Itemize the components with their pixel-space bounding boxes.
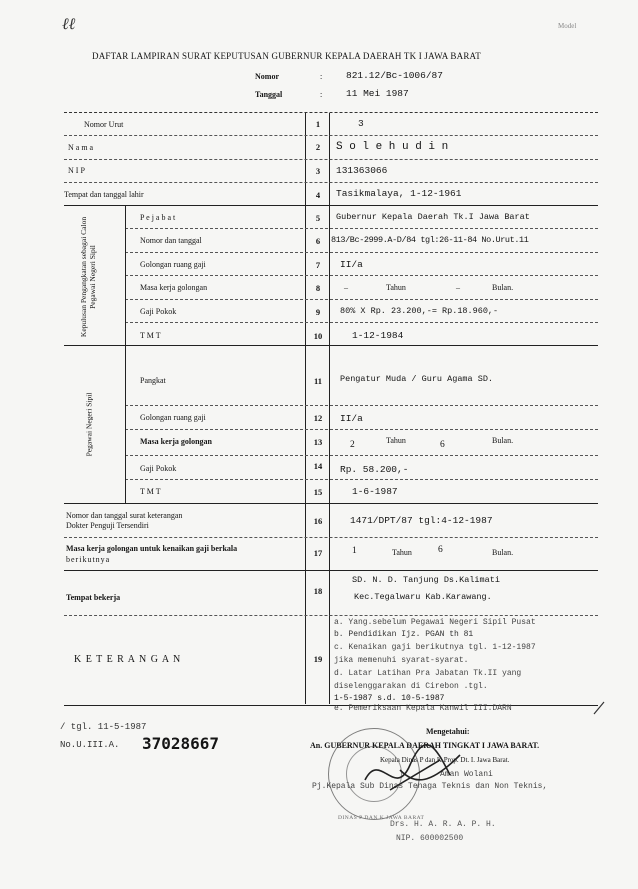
top-mark: Model [558, 22, 577, 30]
row-value: 1-6-1987 [352, 486, 398, 497]
note-a: a. Yang.sebelum Pegawai Negeri Sipil Pusat [334, 618, 536, 627]
row-value: Gubernur Kepala Daerah Tk.I Jawa Barat [336, 212, 530, 222]
row-label: N a m a [68, 143, 94, 152]
row-number: 17 [313, 548, 323, 558]
handwritten-slash [592, 700, 606, 716]
note-b: b. Pendidikan Ijz. PGAN th 81 [334, 630, 474, 639]
row-number: 6 [315, 236, 321, 246]
handwritten-mark: ℓℓ [62, 16, 76, 33]
row-number: 8 [315, 283, 321, 293]
signatory-title-3: Aman Wolani [440, 770, 493, 779]
signatory-nip: NIP. 600002500 [396, 834, 464, 843]
nomor-label: Nomor [255, 72, 279, 81]
masa-kerja-tahun-value: _ [344, 281, 348, 290]
note-c-2: jika memenuhi syarat-syarat. [334, 656, 469, 665]
note-d-2: diselenggarakan di Cirebon .tgl. [334, 682, 488, 691]
row-label: Masa kerja golongan [140, 283, 208, 292]
mengetahui-label: Mengetahui: [426, 727, 470, 736]
signatory-name: Drs. H. A. R. A. P. H. [390, 820, 496, 829]
row-label: Tempat dan tanggal lahir [64, 190, 144, 199]
row-number: 19 [313, 654, 323, 664]
signatory-title-4: Pj.Kepala Sub Dinas Tenaga Teknis dan Non Teknis, [312, 782, 548, 791]
masa-kerja-bulan-label: Bulan. [492, 548, 514, 557]
masa-kerja-bulan-value: 6 [438, 545, 443, 555]
row-value: 1471/DPT/87 tgl:4-12-1987 [350, 515, 493, 526]
masa-kerja-tahun-label: Tahun [386, 436, 406, 445]
bottom-left-number: No.U.III.A. [60, 740, 120, 750]
row-value: S o l e h u d i n [336, 141, 449, 153]
tanggal-label: Tanggal [255, 90, 283, 99]
note-d-3: 1-5-1987 s.d. 10-5-1987 [334, 694, 445, 703]
row-number: 1 [315, 119, 321, 129]
row-label: Gaji Pokok [140, 307, 177, 316]
row-value: 80% X Rp. 23.200,-= Rp.18.960,- [340, 306, 499, 316]
row-label: T M T [140, 487, 161, 496]
nomor-value: 821.12/Bc-1006/87 [346, 70, 443, 81]
row-label: Golongan ruang gaji [140, 413, 206, 422]
masa-kerja-bulan-label: Bulan. [492, 283, 514, 292]
row-number: 12 [313, 413, 323, 423]
row-number: 13 [313, 437, 323, 447]
row-number: 10 [313, 331, 323, 341]
row-number: 18 [313, 586, 323, 596]
stamp-text: DINAS P DAN K JAWA BARAT [338, 815, 425, 821]
note-c: c. Kenaikan gaji berikutnya tgl. 1-12-1987 [334, 643, 536, 652]
pns-section-divider [125, 345, 126, 503]
masa-kerja-tahun-label: Tahun [392, 548, 412, 557]
masa-kerja-bulan-label: Bulan. [492, 436, 514, 445]
row-label: Gaji Pokok [140, 464, 177, 473]
row-value: Pengatur Muda / Guru Agama SD. [340, 374, 494, 384]
row-label: Masa kerja golongan untuk kenaikan gaji berkala [66, 544, 238, 553]
document-title: DAFTAR LAMPIRAN SURAT KEPUTUSAN GUBERNUR KEPALA DAERAH TK I JAWA BARAT [92, 51, 481, 61]
masa-kerja-tahun-value: 2 [350, 440, 355, 450]
row-value-2: Kec.Tegalwaru Kab.Karawang. [354, 592, 492, 602]
row-label: Masa kerja golongan [140, 437, 212, 446]
note-e: e. Pemeriksaan Kepala Kanwil III.DARN [334, 704, 512, 713]
row-number: 4 [315, 190, 321, 200]
section-label-pns: Pegawai Negeri Sipil [84, 392, 94, 457]
masa-kerja-bulan-value: _ [456, 281, 460, 290]
tanggal-value: 11 Mei 1987 [346, 88, 409, 99]
row-value: 3 [358, 118, 364, 129]
nomor-colon: : [320, 72, 323, 81]
tanggal-colon: : [320, 90, 323, 99]
row-number: 2 [315, 142, 321, 152]
row-number: 9 [315, 307, 321, 317]
serial-number: 37028667 [142, 734, 220, 753]
signatory-title-2: Kepala Dinas P dan K Prop. Dt. I. Jawa Barat. [380, 756, 510, 764]
row-value: 131363066 [336, 165, 388, 176]
row-number: 3 [315, 166, 321, 176]
row-value: II/a [340, 413, 363, 424]
row-value: Tasikmalaya, 1-12-1961 [336, 188, 462, 199]
row-value: Rp. 58.200,- [340, 464, 409, 475]
row-number: 11 [313, 376, 323, 386]
row-label: Tempat bekerja [66, 593, 121, 602]
note-d: d. Latar Latihan Pra Jabatan Tk.II yang [334, 669, 522, 678]
row-value: 1-12-1984 [352, 330, 404, 341]
row-label: T M T [140, 331, 161, 340]
row-label-2: Dokter Penguji Tersendiri [66, 521, 149, 530]
row-number: 16 [313, 516, 323, 526]
row-label: Nomor Urut [84, 120, 124, 129]
row-label: K E T E R A N G A N [74, 654, 182, 665]
signature-image [360, 740, 470, 810]
section-label-cpns: Kepulusan Pengangkatan sebagai Calon Pegawai Negeri Sipil [79, 216, 97, 338]
row-label: Golongan ruang gaji [140, 260, 206, 269]
row-label: Nomor dan tanggal surat keterangan [66, 511, 183, 520]
table-top-border [64, 112, 598, 113]
signatory-title-1: An. GUBERNUR KEPALA DAERAH TINGKAT I JAWA BARAT. [310, 741, 540, 750]
row-number: 14 [313, 461, 323, 471]
masa-kerja-tahun-value: 1 [352, 546, 357, 556]
row-value: 813/Bc-2999.A-D/84 tgl:26-11-84 No.Urut.11 [331, 235, 529, 245]
row-label: N I P [68, 166, 85, 175]
row-number: 5 [315, 213, 321, 223]
cpns-section-divider [125, 205, 126, 345]
row-number: 15 [313, 487, 323, 497]
masa-kerja-bulan-value: 6 [440, 440, 445, 450]
row-label: P e j a b a t [140, 213, 176, 222]
row-value: SD. N. D. Tanjung Ds.Kalimati [352, 575, 500, 585]
row-label-2: berikutnya [66, 555, 111, 564]
masa-kerja-tahun-label: Tahun [386, 283, 406, 292]
row-label: Nomor dan tanggal [140, 236, 202, 245]
row-label: Pangkat [140, 376, 166, 385]
row-value: II/a [340, 259, 363, 270]
row-number: 7 [315, 260, 321, 270]
bottom-left-date: / tgl. 11-5-1987 [60, 722, 147, 732]
